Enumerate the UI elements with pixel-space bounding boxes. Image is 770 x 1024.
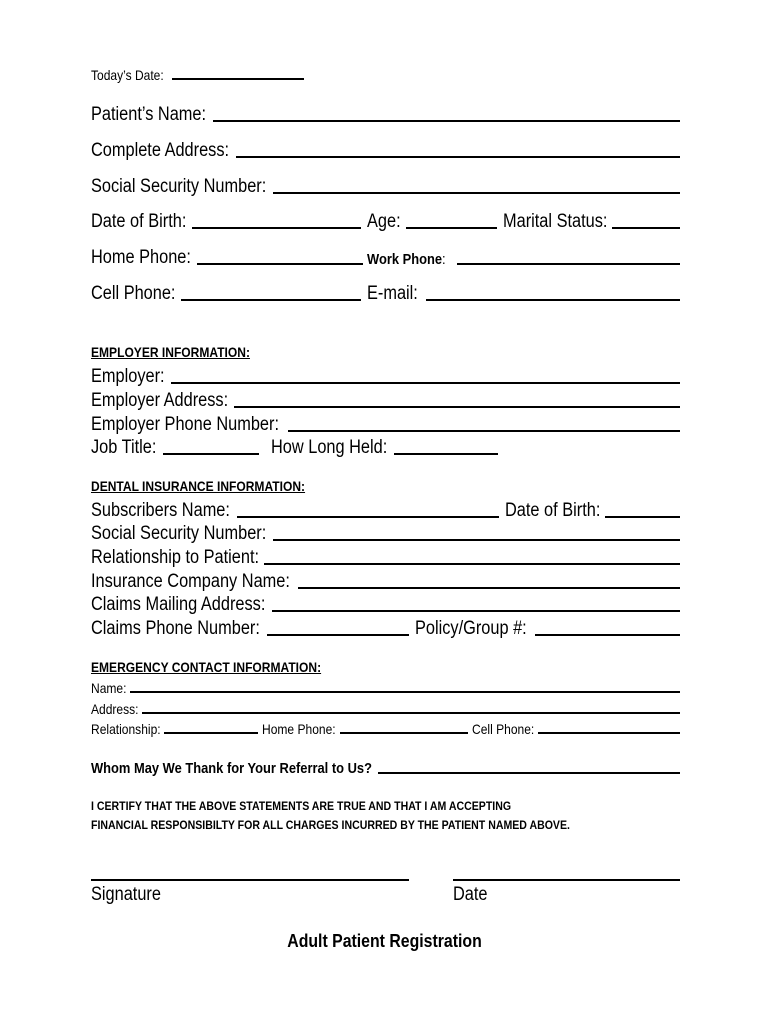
subscribers-name-field[interactable] [237,516,499,518]
policy-group-label: Policy/Group #: [415,618,528,639]
phone-row [91,248,680,267]
how-long-held-field[interactable] [394,453,498,455]
emergency-heading-row [91,660,680,674]
work-phone-label: Work Phone: [367,251,446,268]
cell-phone-label: Cell Phone: [91,283,176,304]
patient-name-field[interactable] [213,120,680,122]
claims-address-row [91,595,680,614]
employer-label: Employer: [91,366,165,387]
job-title-row [91,438,498,457]
email-label: E-mail: [367,283,419,304]
form-title: Adult Patient Registration [287,931,483,951]
employer-address-label: Employer Address: [91,390,229,411]
company-row [91,572,680,591]
employer-address-field[interactable] [234,406,680,408]
subscriber-dob-field[interactable] [605,516,680,518]
emergency-home-phone-field[interactable] [340,732,468,734]
referral-row [91,761,680,776]
employer-address-row [91,391,680,410]
emergency-name-row [91,681,680,695]
emergency-relationship-field[interactable] [164,732,258,734]
job-title-label: Job Title: [91,437,157,458]
todays-date-field[interactable] [172,78,304,80]
age-label: Age: [366,211,401,232]
claims-phone-label: Claims Phone Number: [91,618,260,639]
dob-age-marital-row [91,212,680,231]
job-title-field[interactable] [163,453,259,455]
todays-date-label: Today’s Date: [91,67,164,83]
emergency-name-field[interactable] [130,691,680,693]
subscriber-dob-label: Date of Birth: [504,500,600,521]
home-phone-label: Home Phone: [91,247,191,268]
signature-date-label: Date [453,884,488,905]
emergency-relationship-label: Relationship: [91,721,161,737]
employer-row [91,367,680,386]
ssn-field[interactable] [273,192,680,194]
signature-label: Signature [91,884,161,905]
employer-field[interactable] [171,382,680,384]
relationship-label: Relationship to Patient: [91,547,260,568]
insurance-ssn-label: Social Security Number: [91,523,267,544]
complete-address-field[interactable] [236,156,680,158]
claims-phone-field[interactable] [267,634,409,636]
insurance-heading-row [91,479,680,493]
relationship-field[interactable] [264,563,680,565]
claims-phone-row [91,619,680,638]
age-field[interactable] [406,227,497,229]
emergency-cell-phone-field[interactable] [538,732,680,734]
patient-name-row [91,105,680,124]
complete-address-label: Complete Address: [91,140,230,161]
signature-date-field[interactable] [453,879,680,881]
referral-field[interactable] [378,772,680,774]
signature-field[interactable] [91,879,409,881]
relationship-row [91,548,680,567]
claims-address-field[interactable] [272,610,680,612]
todays-date-row [91,68,680,82]
emergency-home-phone-label: Home Phone: [261,721,336,737]
referral-label: Whom May We Thank for Your Referral to Us? [91,760,372,777]
policy-group-field[interactable] [535,634,680,636]
emergency-address-label: Address: [91,701,139,717]
employer-heading-row [91,345,680,359]
emergency-name-label: Name: [91,680,127,696]
employer-phone-row [91,415,680,434]
insurance-ssn-row [91,524,680,543]
emergency-address-row [91,702,680,716]
insurance-ssn-field[interactable] [273,539,680,541]
certification-statement [91,797,570,835]
employer-phone-label: Employer Phone Number: [91,414,280,435]
emergency-address-field[interactable] [142,712,680,714]
claims-address-label: Claims Mailing Address: [91,594,266,615]
email-field[interactable] [426,299,680,301]
insurance-company-label: Insurance Company Name: [91,571,290,592]
insurance-section-heading: DENTAL INSURANCE INFORMATION: [91,478,306,494]
cell-phone-field[interactable] [181,299,361,301]
subscriber-row [91,501,680,520]
ssn-label: Social Security Number: [91,176,267,197]
dob-label: Date of Birth: [91,211,187,232]
form-title-wrap [0,931,770,952]
dob-field[interactable] [192,227,361,229]
emergency-cell-phone-label: Cell Phone: [471,721,534,737]
patient-name-label: Patient’s Name: [91,104,207,125]
cell-email-row [91,284,680,303]
insurance-company-field[interactable] [298,587,680,589]
emergency-section-heading: EMERGENCY CONTACT INFORMATION: [91,659,322,675]
marital-status-field[interactable] [612,227,680,229]
work-phone-field[interactable] [457,263,680,265]
certification-line-2: FINANCIAL RESPONSIBILTY FOR ALL CHARGES INCURRED BY THE PATIENT NAMED ABOVE. [91,818,570,832]
emergency-contact-row [91,722,680,736]
employer-section-heading: EMPLOYER INFORMATION: [91,344,250,360]
subscribers-name-label: Subscribers Name: [91,500,230,521]
complete-address-row [91,141,680,160]
certification-line-1: I CERTIFY THAT THE ABOVE STATEMENTS ARE TRUE AND THAT I AM ACCEPTING [91,799,512,813]
employer-phone-field[interactable] [288,430,680,432]
marital-status-label: Marital Status: [502,211,608,232]
how-long-held-label: How Long Held: [271,437,388,458]
ssn-row [91,177,680,196]
home-phone-field[interactable] [197,263,363,265]
